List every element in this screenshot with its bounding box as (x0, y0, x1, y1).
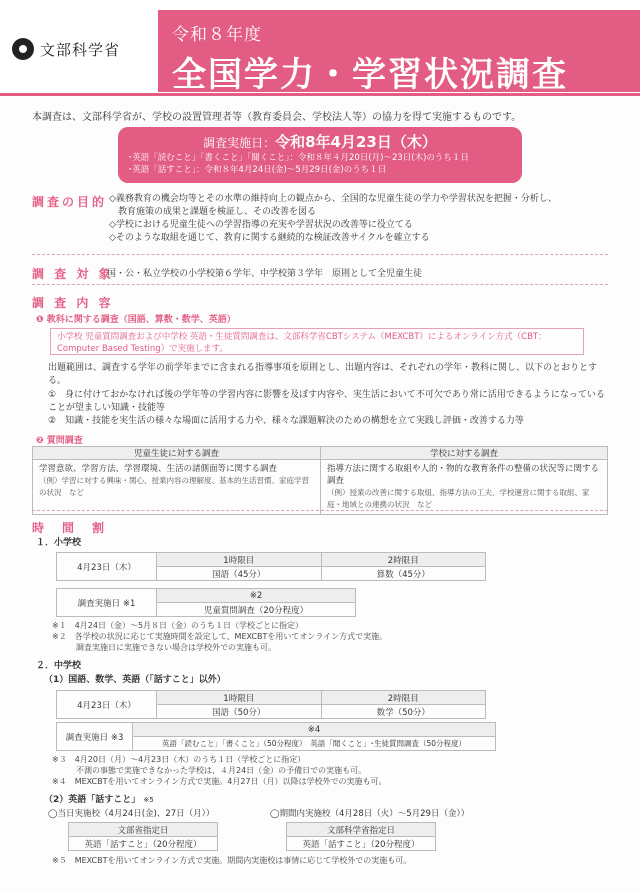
speaking-test: 英語「話すこと」（20分程度） (69, 837, 218, 851)
purpose-item: ◇学校における児童生徒への学習指導の充実や学習状況の改善等に役立てる (109, 220, 413, 230)
jh-timetable (56, 690, 486, 719)
jh-sub2-mark: ※5 (143, 796, 154, 804)
elem-survey-mark: ※2 (157, 589, 356, 603)
period-label: ◯期間内実施校（4月28日（火）～5月29日（金）） (270, 809, 470, 819)
scope-item-2: ② 知識・技能を実生活の様々な場面に活用する力や、様々な課題解決のための構想を立て実践し評価・改善する力等 (48, 416, 524, 426)
title-band (158, 10, 640, 95)
scope-item-1: ① 身に付けておかなければ後の学年等の学習内容に影響を及ぼす内容や、実生活において不可欠であり常に活用できるようになっていることが望ましい知識・技能等 (48, 390, 605, 413)
subject-survey-title: ❶ 教科に関する調査（国語、算数・数学、英語） (36, 315, 236, 325)
q-main-students: 学習意欲、学習方法、学習環境、生活の諸側面等に関する調査 (39, 464, 278, 474)
jh-subject-2: 数学（50分） (321, 705, 486, 719)
same-day-table (68, 822, 218, 851)
purpose-list (109, 193, 609, 245)
ministry-emblem-icon (12, 38, 34, 60)
elementary-survey-table (56, 588, 356, 617)
elem-survey: 児童質問調査（20分程度） (157, 603, 356, 617)
elem-period-1: 1時限目 (157, 553, 322, 567)
scope-paragraph: 出題範囲は、調査する学年の前学年までに含まれる指導事項を原則とし、出題内容は、それぞれの学年・教科に関し、以下のとおりとする。 (48, 363, 598, 386)
questionnaire-table (32, 446, 608, 515)
q-main-schools: 指導方法に関する取組や人的・物的な教育条件の整備の状況等に関する調査 (327, 464, 600, 486)
q-header-students: 児童生徒に対する調査 (33, 447, 321, 460)
jh-survey-table (56, 722, 496, 751)
page-title: 全国学力・学習状況調査 (172, 55, 568, 95)
q-header-schools: 学校に対する調査 (321, 447, 608, 460)
jh-sub2-title (44, 794, 154, 807)
jh-notes (52, 754, 387, 787)
q-sub-schools: （例）授業の改善に関する取組、指導方法の工夫、学校運営に関する取組、家庭・地域との連携の状況 など (327, 488, 590, 509)
fiscal-year: 令和８年度 (172, 25, 262, 45)
jh-period-2: 2時限目 (321, 691, 486, 705)
purpose-title: 調査の目的 (32, 195, 108, 209)
note-line: ※１ 4月24日（金）～5月８日（金）のうち１日（学校ごとに指定） (52, 621, 304, 630)
elementary-timetable (56, 552, 486, 581)
jh-sub2-label: （2）英語「話すこと」 (44, 795, 141, 805)
ministry-logo (12, 34, 152, 64)
purpose-item: 教育施策の成果と課題を検証し、その改善を図る (109, 207, 317, 217)
elem-subject-2: 算数（45分） (321, 567, 486, 581)
schedule-title: 時 間 割 (32, 521, 108, 535)
elem-period-2: 2時限目 (321, 553, 486, 567)
final-note: ※５ MEXCBTを用いてオンライン方式で実施。期間内実施校は事情に応じて学校外での実施も可。 (52, 856, 412, 865)
elementary-notes (52, 620, 387, 653)
elementary-title: １．小学校 (36, 538, 82, 548)
divider (32, 510, 608, 511)
q-sub-students: （例）学習に対する興味・関心、授業内容の理解度、基本的生活習慣、家庭学習の状況 など (39, 476, 309, 497)
jh-day: 4月23日（木） (57, 691, 157, 719)
header (0, 0, 640, 96)
jh-survey-mark: ※4 (133, 723, 496, 737)
q-cell-students (33, 460, 321, 515)
ministry-name: 文部科学省 (40, 40, 121, 59)
note-line: 調査実施日に実施できない場合は学校外での実施も可。 (52, 643, 276, 652)
note-line: ※３ 4月20日（月）～4月23日（木）のうち１日（学校ごとに指定） (52, 755, 306, 764)
period-table (286, 822, 436, 851)
cbt-notice: 小学校 児童質問調査および中学校 英語・生徒質問調査は、文部科学省CBTシステム（MEXCBT）によるオンライン方式（CBT：Computer Based Testing）で実施します。 (50, 328, 584, 355)
jh-survey-label: 調査実施日 ※3 (57, 723, 133, 751)
purpose-item: ◇そのような取組を通じて、教育に関する継続的な検証改善サイクルを確立する (109, 233, 430, 243)
jh-subject-1: 国語（50分） (157, 705, 322, 719)
elem-subject-1: 国語（45分） (157, 567, 322, 581)
juniorhigh-title: ２．中学校 (36, 661, 82, 671)
jh-sub1-title: （1）国語、数学、英語（「話すこと」以外） (44, 675, 226, 685)
divider (32, 254, 608, 255)
target-text: 国・公・私立学校の小学校第６学年、中学校第３学年 原則として全児童生徒 (107, 269, 423, 279)
date-label: 調査実施日： (203, 136, 276, 150)
divider (32, 284, 608, 285)
speaking-test: 英語「話すこと」（20分程度） (287, 837, 436, 851)
date-line-2: ･英語「話すこと」：令和８年4月24日(金)～5月29日(金)のうち１日 (128, 165, 387, 175)
date-main (128, 131, 512, 152)
q-cell-schools (321, 460, 608, 515)
designated-header: 文部省指定日 (69, 823, 218, 837)
elem-survey-label: 調査実施日 ※1 (57, 589, 157, 617)
same-day-label: ◯当日実施校（4月24日(金)、27日（月）） (48, 809, 215, 819)
date-line-1: ･英語「読むこと」「書くこと」「聞くこと」：令和８年４月20日(月)～23日(木)のうち１日 (128, 153, 469, 163)
note-line: ※２ 各学校の状況に応じて実施時間を設定して、MEXCBTを用いてオンライン方式で実施。 (52, 632, 388, 641)
purpose-item: ◇義務教育の機会均等とその水準の維持向上の観点から、全国的な児童生徒の学力や学習状況を把握・分析し、 (109, 194, 557, 204)
content-title: 調 査 内 容 (32, 296, 114, 310)
note-line: 不測の事態で実施できなかった学校は、４月24日（金）の予備日での実施も可。 (52, 766, 367, 775)
note-line: ※４ MEXCBTを用いてオンライン方式で実施。4月27日（月）以降は学校外での実施も可。 (52, 777, 387, 786)
elem-day: 4月23日（木） (57, 553, 157, 581)
date-box (118, 127, 522, 183)
questionnaire-title: ❷ 質問調査 (36, 436, 83, 446)
survey-date: 令和8年4月23日（木） (275, 133, 437, 151)
target-title: 調 査 対 象 (32, 267, 114, 281)
jh-period-1: 1時限目 (157, 691, 322, 705)
jh-survey: 英語「読むこと」「書くこと」（50分程度） 英語「聞くこと」･生徒質問調査（50分程度） (133, 737, 496, 751)
intro-text: 本調査は、文部科学省が、学校の設置管理者等（教育委員会、学校法人等）の協力を得て実施するものです。 (32, 112, 522, 123)
designated-header: 文部科学省指定日 (287, 823, 436, 837)
